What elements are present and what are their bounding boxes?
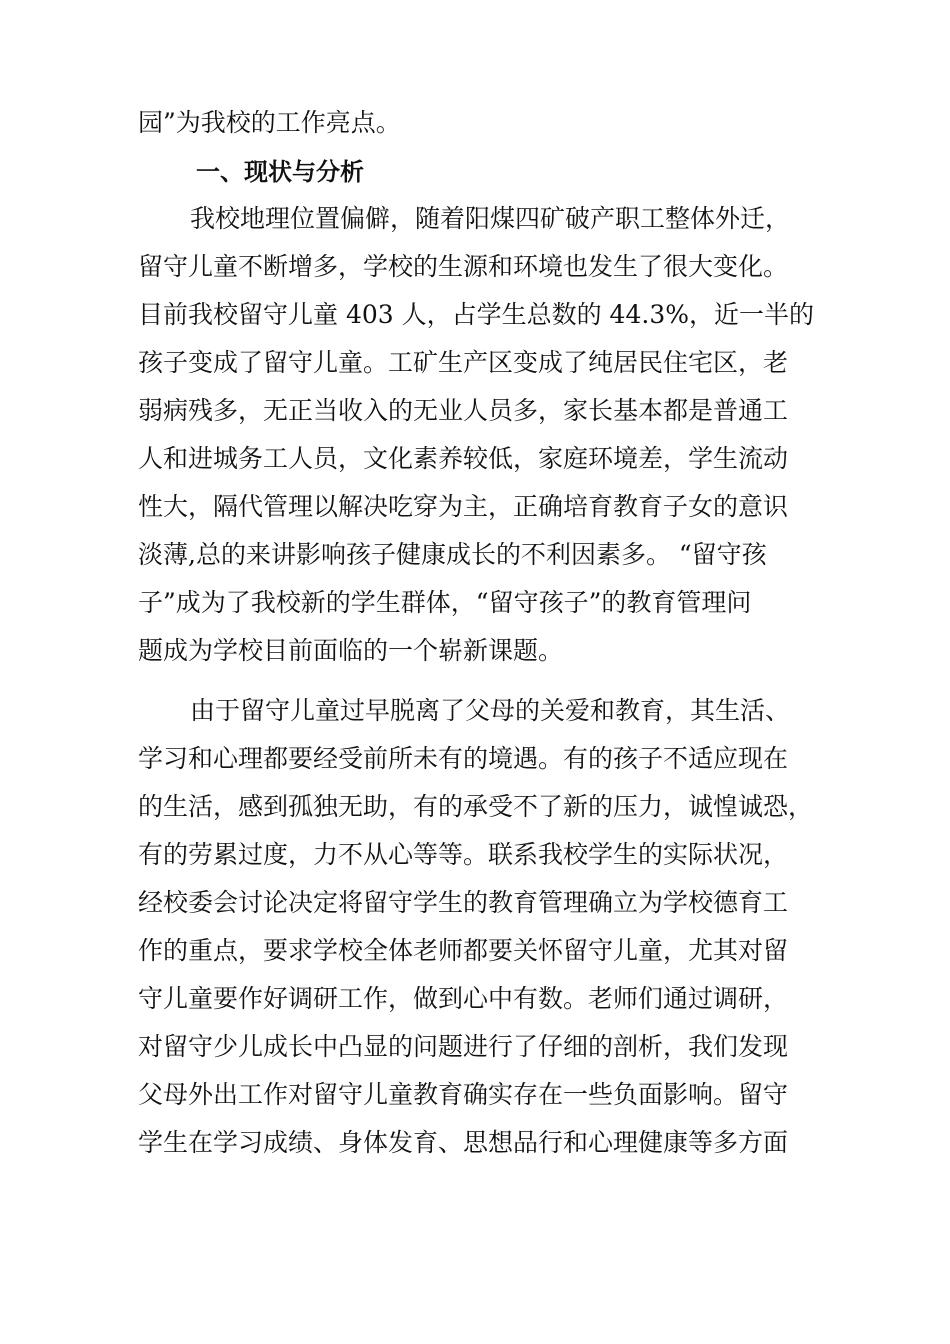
paragraph-2-line: 由于留守儿童过早脱离了父母的关爱和教育，其生活、: [190, 696, 791, 725]
paragraph-2-line: 经校委会讨论决定将留守学生的教育管理确立为学校德育工: [138, 888, 789, 917]
paragraph-2-line: 父母外出工作对留守儿童教育确实存在一些负面影响。留守: [138, 1080, 789, 1109]
paragraph-1-line: 我校地理位置偏僻，随着阳煤四矿破产职工整体外迁，: [190, 204, 791, 233]
paragraph-1-line: 目前我校留守儿童 403 人，占学生总数的 44.3%，近一半的: [138, 300, 814, 329]
paragraph-1-line: 性大，隔代管理以解决吃穿为主，正确培育教育子女的意识: [138, 492, 789, 521]
paragraph-1-line: 淡薄,总的来讲影响孩子健康成长的不利因素多。 “留守孩: [138, 540, 767, 569]
paragraph-1-line: 题成为学校目前面临的一个崭新课题。: [138, 636, 564, 665]
section-heading: 一、现状与分析: [196, 158, 364, 186]
paragraph-2-line: 有的劳累过度，力不从心等等。联系我校学生的实际状况，: [138, 840, 789, 869]
paragraph-1-line: 孩子变成了留守儿童。工矿生产区变成了纯居民住宅区，老: [138, 348, 789, 377]
paragraph-2-line: 守儿童要作好调研工作，做到心中有数。老师们通过调研，: [138, 984, 789, 1013]
paragraph-1-line: 人和进城务工人员，文化素养较低，家庭环境差，学生流动: [138, 444, 789, 473]
paragraph-1-line: 弱病残多，无正当收入的无业人员多，家长基本都是普通工: [138, 396, 789, 425]
paragraph-2-line: 学生在学习成绩、身体发育、思想品行和心理健康等多方面: [138, 1128, 789, 1157]
paragraph-2-line: 作的重点，要求学校全体老师都要关怀留守儿童，尤其对留: [138, 936, 789, 965]
paragraph-2-line: 的生活，感到孤独无助，有的承受不了新的压力，诚惶诚恐，: [138, 792, 814, 821]
paragraph-1-line: 留守儿童不断增多，学校的生源和环境也发生了很大变化。: [138, 252, 789, 281]
paragraph-1-line: 子”成为了我校新的学生群体，“留守孩子”的教育管理问: [138, 588, 752, 617]
intro-line: 园”为我校的工作亮点。: [138, 108, 401, 137]
paragraph-2-line: 对留守少儿成长中凸显的问题进行了仔细的剖析，我们发现: [138, 1032, 789, 1061]
paragraph-2-line: 学习和心理都要经受前所未有的境遇。有的孩子不适应现在: [138, 744, 789, 773]
